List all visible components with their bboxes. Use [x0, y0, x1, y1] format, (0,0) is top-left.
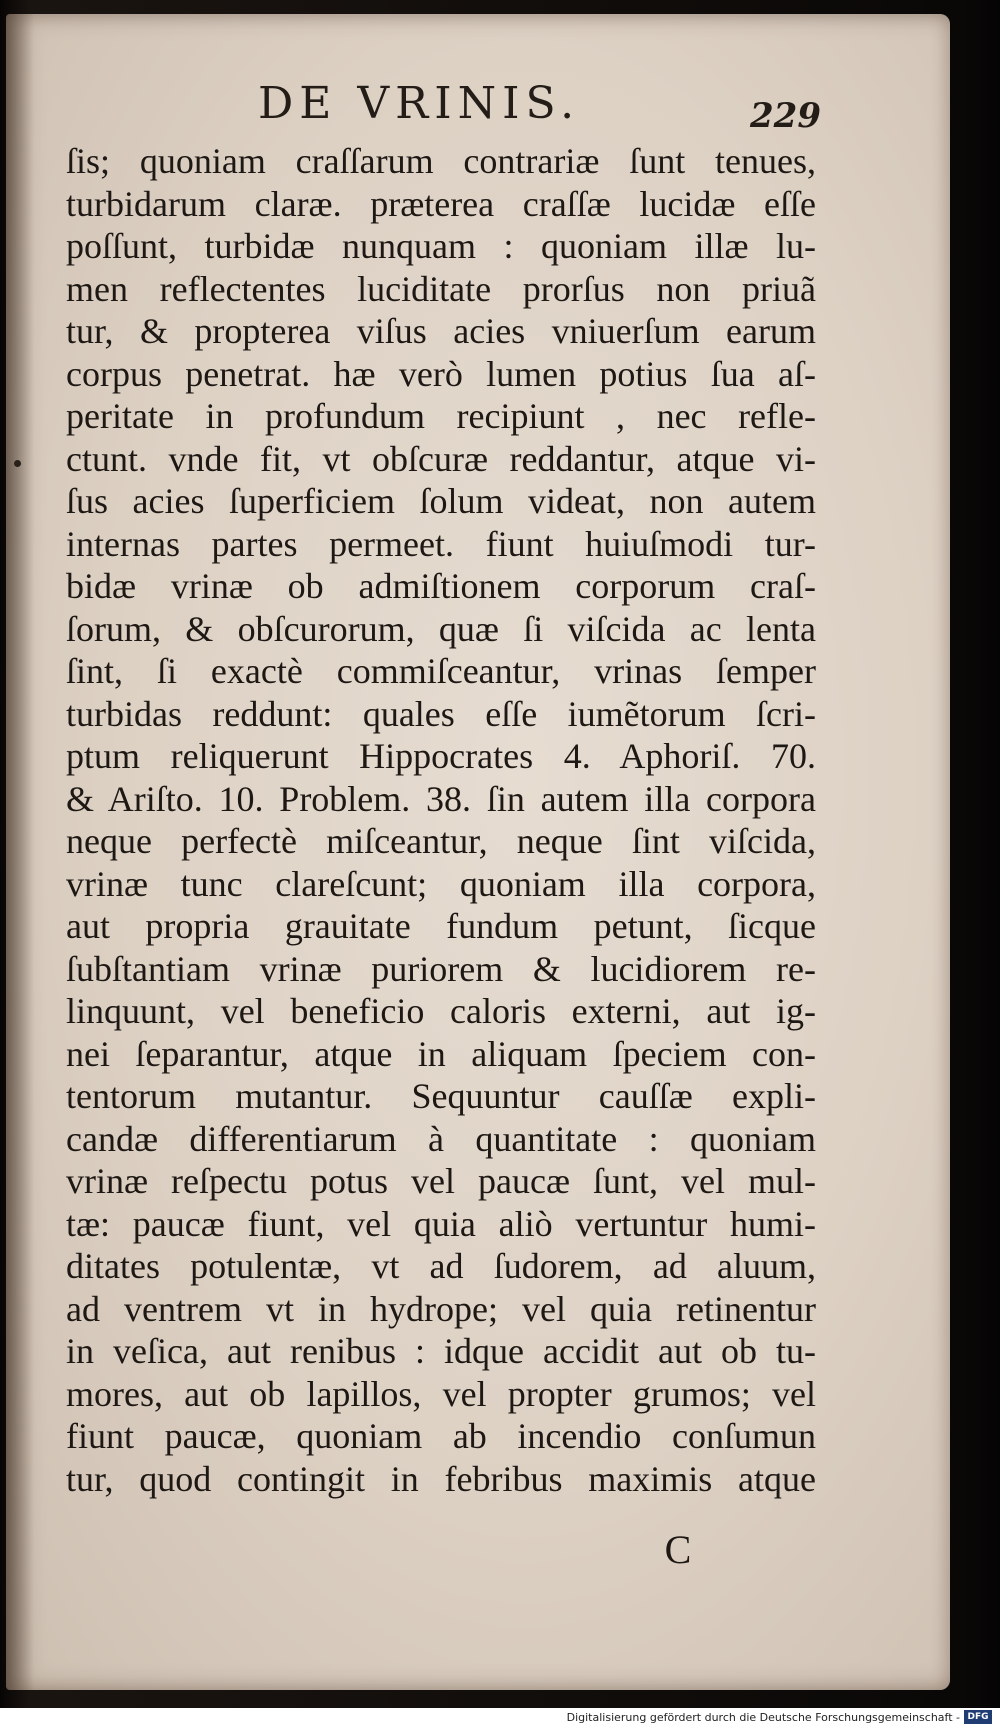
text-line: ad ventrem vt in hydrope; vel quia retinentur	[66, 1288, 816, 1329]
text-line: ſorum, & obſcurorum, quæ ſi viſcida ac lenta	[66, 608, 816, 649]
text-line: linquunt, vel beneficio caloris externi, aut ig-	[66, 991, 816, 1031]
text-line: corpus penetrat. hæ verò lumen potius ſua aſ-	[66, 353, 816, 394]
text-line: bidæ vrinæ ob admiſtionem corporum craſ-	[66, 566, 816, 606]
text-line: in veſica, aut renibus : idque accidit aut ob tu-	[66, 1331, 816, 1371]
text-line: vrinæ tunc clareſcunt; quoniam illa corpora,	[66, 863, 816, 904]
text-line: tæ: paucæ fiunt, vel quia aliò vertuntur humi-	[66, 1203, 816, 1244]
text-line: ſubſtantiam vrinæ puriorem & lucidiorem re-	[66, 948, 816, 989]
text-line: ſus acies ſuperficiem ſolum videat, non autem	[66, 481, 816, 521]
text-line: ptum reliquerunt Hippocrates 4. Aphoriſ. 70.	[66, 736, 816, 776]
text-line: candæ differentiarum à quantitate : quoniam	[66, 1118, 816, 1159]
body-text	[66, 140, 816, 1500]
text-line: aut propria grauitate fundum petunt, ſicque	[66, 906, 816, 946]
text-line: tur, & propterea viſus acies vniuerſum earum	[66, 311, 816, 351]
page-number: 229	[750, 96, 821, 136]
text-line: poſſunt, turbidæ nunquam : quoniam illæ lu-	[66, 226, 816, 266]
text-line: tur, quod contingit in febribus maximis atque	[66, 1458, 816, 1499]
text-line: neque perfectè miſceantur, neque ſint viſcida,	[66, 821, 816, 861]
footer-credit: Digitalisierung gefördert durch die Deutsche Forschungsgemeinschaft -	[566, 1711, 960, 1724]
text-line: ſis; quoniam craſſarum contrariæ ſunt tenues,	[66, 141, 816, 181]
text-line: turbidas reddunt: quales eſſe iumẽtorum ſcri-	[66, 693, 816, 734]
text-line: turbidarum claræ. præterea craſſæ lucidæ eſſe	[66, 183, 816, 224]
spine-shadow	[6, 14, 34, 1690]
dfg-logo: DFG	[964, 1710, 992, 1724]
text-line: peritate in profundum recipiunt , nec refle-	[66, 396, 816, 436]
text-line: nei ſeparantur, atque in aliquam ſpeciem con-	[66, 1033, 816, 1074]
text-line: vrinæ reſpectu potus vel paucæ ſunt, vel mul-	[66, 1161, 816, 1201]
running-head: DE VRINIS.	[258, 78, 581, 129]
text-line: men reflectentes luciditate prorſus non priuã	[66, 268, 816, 309]
text-line: ctunt. vnde fit, vt obſcuræ reddantur, atque vi-	[66, 438, 816, 479]
text-line: internas partes permeet. fiunt huiuſmodi tur-	[66, 523, 816, 564]
text-line: tentorum mutantur. Sequuntur cauſſæ expli-	[66, 1076, 816, 1116]
text-line: & Ariſto. 10. Problem. 38. ſin autem illa corpora	[66, 778, 816, 819]
text-line: ſint, ſi exactè commiſceantur, vrinas ſemper	[66, 651, 816, 691]
margin-mark	[14, 460, 21, 467]
text-line: ditates potulentæ, vt ad ſudorem, ad aluum,	[66, 1246, 816, 1286]
text-line: fiunt paucæ, quoniam ab incendio conſumun	[66, 1416, 816, 1456]
text-line: mores, aut ob lapillos, vel propter grumos; vel	[66, 1373, 816, 1414]
signature-mark: C	[664, 1527, 692, 1572]
